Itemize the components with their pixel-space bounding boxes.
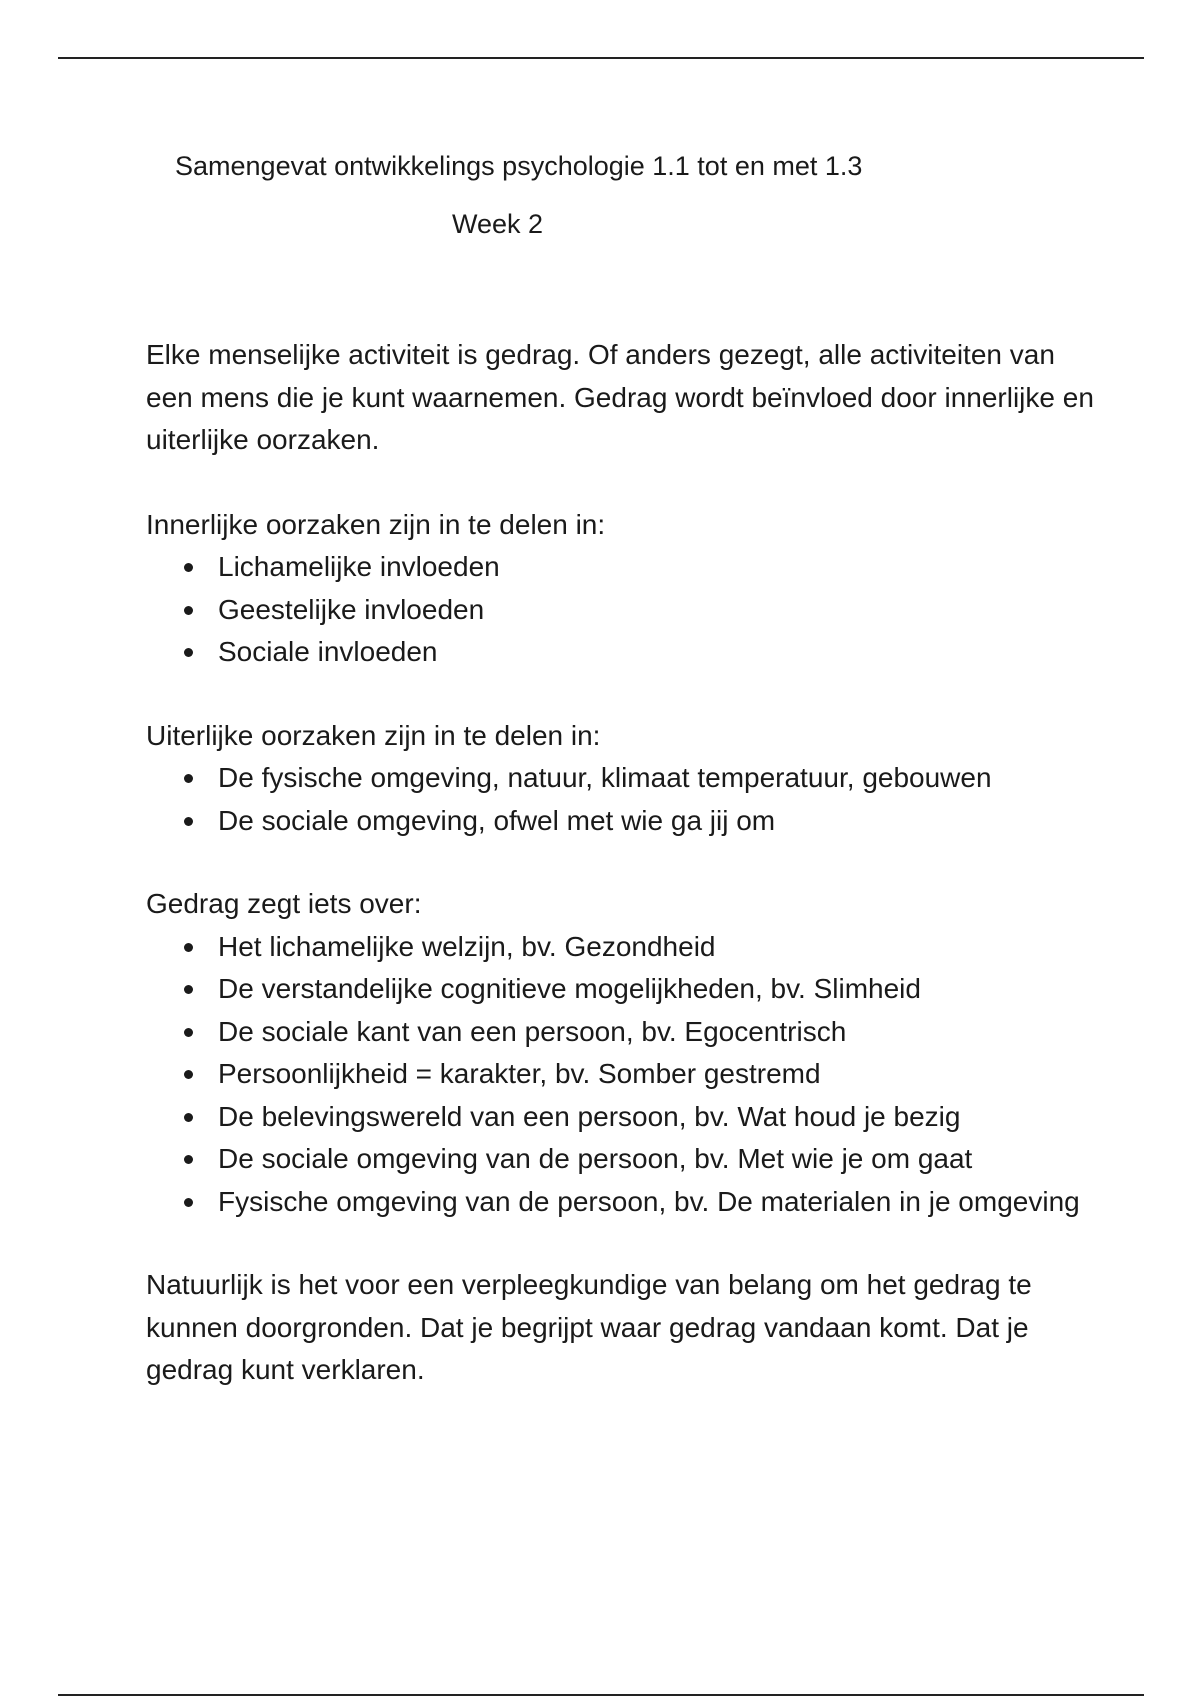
list-item [146,589,1096,632]
intro-paragraph: Elke menselijke activiteit is gedrag. Of anders gezegt, alle activiteiten van een mens die je kunt waarnemen. Gedrag wordt beïnvloed door innerlijke en uiterlijke oorzaken. [146,339,1094,455]
bullet-icon [184,1155,193,1164]
list-item-text: Lichamelijke invloeden [218,551,500,582]
bullet-icon [184,648,193,657]
section-heading: Innerlijke oorzaken zijn in te delen in: [146,508,606,540]
document-title: Samengevat ontwikkelings psychologie 1.1 tot en met 1.3 [175,151,863,181]
bullet-icon [184,1028,193,1037]
list-item [146,926,1096,969]
bullet-icon [184,943,193,952]
list-item-text: Fysische omgeving van de persoon, bv. De materialen in je omgeving [218,1185,1080,1217]
section-heading: Uiterlijke oorzaken zijn in te delen in: [146,719,601,751]
section-behavior-says [146,883,1096,1223]
footer-rule [58,1694,1144,1696]
list-item-text: De fysische omgeving, natuur, klimaat temperatuur, gebouwen [218,762,992,793]
bullet-icon [184,817,193,826]
bullet-icon [184,1113,193,1122]
list-item [146,1181,1096,1224]
list-item-text: Sociale invloeden [218,636,438,667]
list-item-text: De verstandelijke cognitieve mogelijkheden, bv. Slimheid [218,973,921,1004]
bullet-list [146,926,1096,1224]
list-item-text: Geestelijke invloeden [218,593,485,625]
conclusion-paragraph: Natuurlijk is het voor een verpleegkundige van belang om het gedrag te kunnen doorgronden. Dat je begrijpt waar gedrag vandaan komt. Dat je gedrag kunt verklaren. [146,1269,1032,1385]
section-outer-causes [146,715,1096,843]
bullet-icon [184,1198,193,1207]
list-item-text: De sociale omgeving van de persoon, bv. Met wie je om gaat [218,1143,973,1174]
section-inner-causes [146,504,1096,674]
list-item [146,1011,1096,1054]
list-item [146,1053,1096,1096]
bullet-icon [184,1070,193,1079]
bullet-list [146,546,1096,674]
header-rule [58,57,1144,59]
list-item-text: Het lichamelijke welzijn, bv. Gezondheid [218,930,716,962]
list-item [146,631,1096,674]
bullet-icon [184,985,193,994]
list-item [146,546,1096,589]
bullet-icon [184,606,193,615]
list-item [146,800,1096,843]
bullet-icon [184,563,193,572]
section-heading: Gedrag zegt iets over: [146,888,422,919]
list-item-text: Persoonlijkheid = karakter, bv. Somber gestremd [218,1058,821,1089]
list-item [146,1096,1096,1139]
bullet-icon [184,774,193,783]
list-item-text: De sociale kant van een persoon, bv. Egocentrisch [218,1015,847,1047]
document-body [146,334,1096,1392]
list-item-text: De sociale omgeving, ofwel met wie ga jij om [218,804,776,836]
list-item [146,757,1096,800]
bullet-list [146,757,1096,842]
list-item-text: De belevingswereld van een persoon, bv. Wat houd je bezig [218,1100,961,1132]
list-item [146,968,1096,1011]
list-item [146,1138,1096,1181]
document-subtitle: Week 2 [452,209,544,239]
